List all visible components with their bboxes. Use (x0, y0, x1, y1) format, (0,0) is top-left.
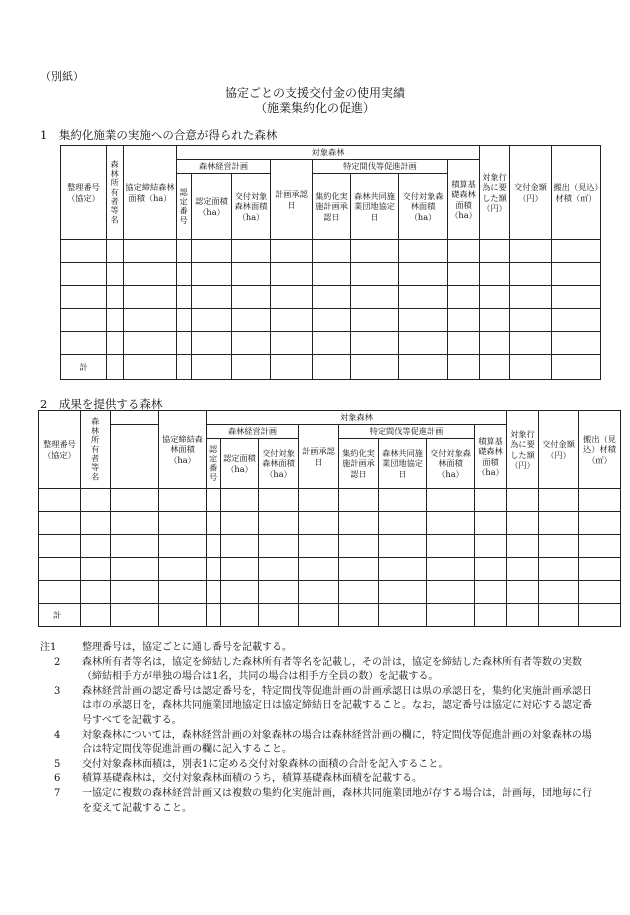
table2 (38, 410, 621, 627)
annex-label: （別紙） (40, 70, 84, 83)
table-row (39, 489, 621, 512)
hdr-kofu-area: 交付対象森林面積（ha） (232, 174, 271, 240)
hdr-kofu-area: 交付対象森林面積（ha） (259, 439, 299, 489)
table-row (61, 309, 601, 332)
hdr-nintei: 認定番号 (177, 174, 192, 240)
page-title: 協定ごとの支援交付金の使用実績 (224, 86, 405, 100)
hdr-kofu-area2: 交付対象森林面積（ha） (399, 174, 448, 240)
hdr-nintei-area: 認定面積（ha） (192, 174, 232, 240)
table-row (39, 512, 621, 535)
hdr-keiei: 森林経営計画 (207, 425, 299, 439)
hdr-kyotei-area: 協定締結森林面積（ha） (124, 146, 177, 240)
table-total-row (61, 355, 601, 380)
hdr-nintei-area: 認定面積（ha） (221, 439, 259, 489)
hdr-seiri: 整理番号（協定） (39, 411, 81, 489)
table-row (61, 240, 601, 263)
total-label: 計 (39, 604, 81, 627)
hdr-keiei: 森林経営計画 (177, 160, 271, 174)
note-item: 5 交付対象森林面積は，別表1に定める交付対象森林の面積の合計を記入すること。 (54, 758, 449, 770)
hdr-keikaku-date: 計画承認日 (271, 160, 313, 240)
table-row (39, 535, 621, 558)
note-item: 7 一協定に複数の森林経営計画又は複数の集約化実施計画，森林共同施業団地が存する場合は，計画毎，団地毎に行を変えて記載すること。 (54, 787, 592, 814)
note-item: 2 森林所有者等名は，協定を締結した森林所有者等名を記載し，その計は，協定を締結した森林所有者等数の実数（締結相手方が単独の場合は1名，共同の場合は相手方全員の数）を記載する。 (54, 656, 582, 683)
hdr-kyodo-date: 森林共同施業団地協定日 (379, 439, 427, 489)
note-item: 6 積算基礎森林は，交付対象森林面積のうち，積算基礎森林面積を記載する。 (54, 773, 422, 785)
table1 (60, 145, 601, 380)
hdr-shuyaku-date: 集約化実施計画承認日 (313, 174, 351, 240)
hdr-taisho: 対象森林 (177, 146, 480, 160)
hdr-kofu-area2: 交付対象森林面積（ha） (427, 439, 475, 489)
table-total-row (39, 604, 621, 627)
table-row (61, 263, 601, 286)
hdr-shoyusha: 森林所有者等名 (107, 146, 124, 240)
hdr-kyotei-area: 協定締結森林面積（ha） (159, 411, 207, 489)
hdr-taisho-gaku: 対象行為に要した額（円） (480, 146, 510, 240)
table-row (39, 558, 621, 581)
hdr-sekisan: 積算基礎森林面積（ha） (448, 160, 480, 240)
hdr-taisho: 対象森林 (207, 411, 507, 425)
hdr-sekisan: 積算基礎森林面積（ha） (475, 425, 507, 489)
notes (40, 641, 600, 816)
note-item: 4 対象森林については，森林経営計画の対象森林の場合は森林経営計画の欄に，特定間伐等促進計画の対象森林の場合は特定間伐等促進計画の欄に記入すること。 (54, 729, 592, 756)
table-row (39, 581, 621, 604)
hdr-kyodo-date: 森林共同施業団地協定日 (351, 174, 399, 240)
section1-title: 1 集約化施業の実施への合意が得られた森林 (40, 128, 278, 142)
table-row (61, 332, 601, 355)
hdr-kofu-gaku: 交付金額（円） (510, 146, 552, 240)
hdr-tokutei: 特定間伐等促進計画 (339, 425, 475, 439)
table-row (61, 286, 601, 309)
hdr-shuyaku-date: 集約化実施計画承認日 (339, 439, 379, 489)
note-item: 3 森林経営計画の認定番号は認定番号を，特定間伐等促進計画の計画承認日は県の承認日を，集約化実施計画承認日は市の承認日を，森林共同施業団地協定日は協定締結日を記載すること。なお，認定番号は協定に対応する認定番号すべてを記載する。 (54, 685, 592, 726)
hdr-kofu-gaku: 交付金額（円） (539, 411, 579, 489)
total-label: 計 (61, 355, 107, 380)
note-item: 注1 整理番号は，協定ごとに通し番号を記載する。 (40, 642, 292, 653)
page-subtitle: （施業集約化の促進） (254, 101, 375, 115)
hdr-keikaku-date: 計画承認日 (299, 425, 339, 489)
blank-cell (111, 425, 159, 489)
hdr-shoyusha: 森林所有者等名 (81, 411, 111, 489)
hdr-tokutei: 特定間伐等促進計画 (313, 160, 448, 174)
hdr-seiri: 整理番号（協定） (61, 146, 107, 240)
section2-title: 2 成果を提供する森林 (40, 397, 163, 411)
hdr-hanshutsu: 搬出（見込）材積（㎥） (579, 411, 621, 489)
hdr-nintei: 認定番号 (207, 439, 221, 489)
hdr-taisho-gaku: 対象行為に要した額（円） (507, 411, 539, 489)
hdr-hanshutsu: 搬出（見込）材積（㎥） (552, 146, 601, 240)
blank-cell (111, 411, 159, 425)
